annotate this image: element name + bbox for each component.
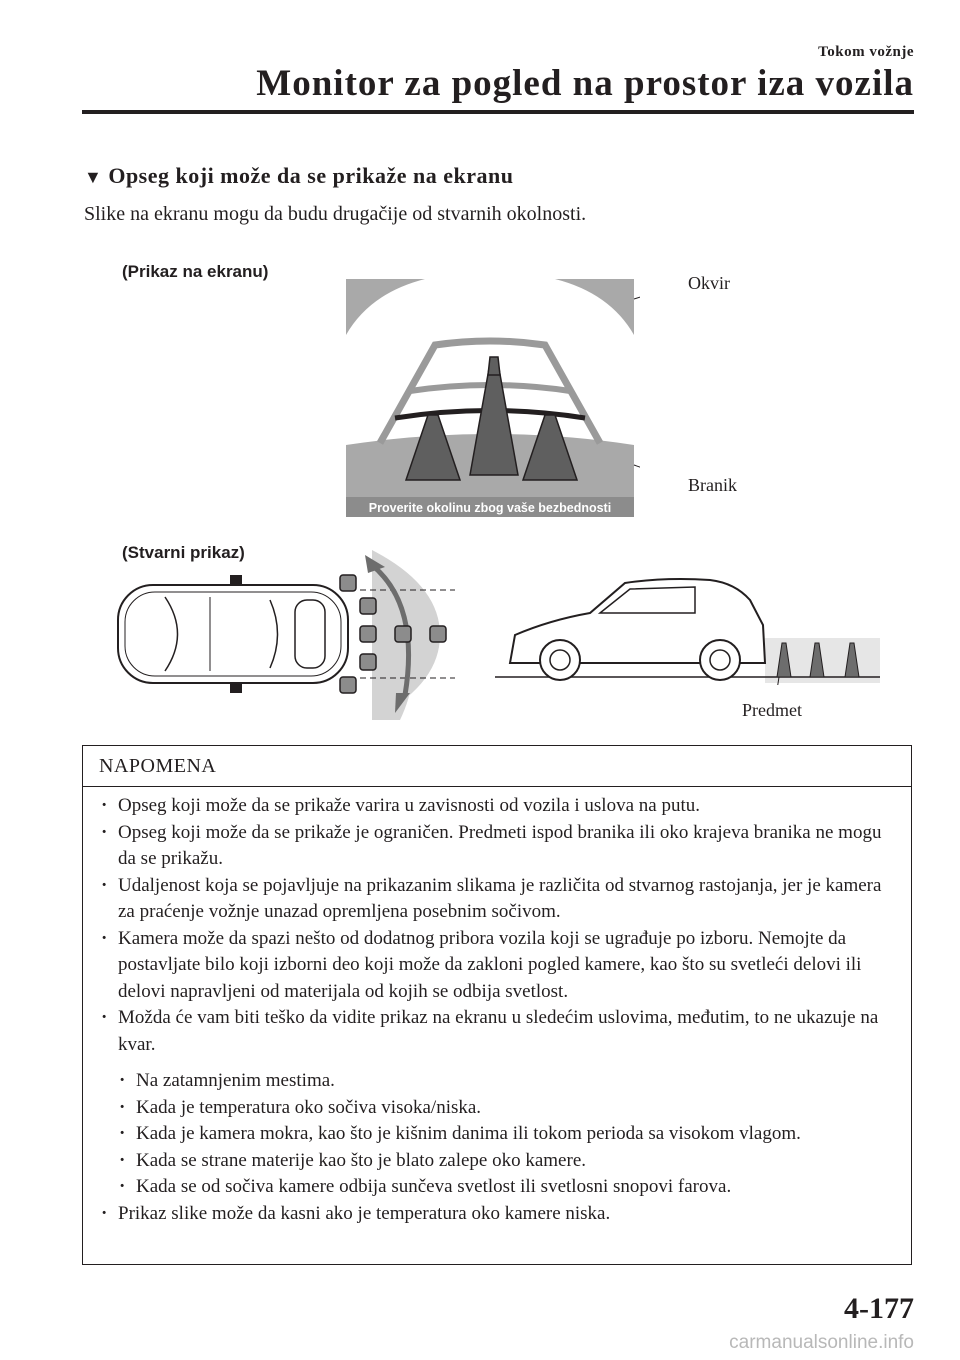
note-item: · Opseg koji može da se prikaže varira u zavisnosti od vozila i uslova na putu. xyxy=(101,793,897,820)
note-box xyxy=(82,745,912,1265)
screen-view-illustration xyxy=(340,275,640,520)
note-item: · Opseg koji može da se prikaže je ograničen. Predmeti ispod branika ili oko krajeva branika ne mogu da se prikažu. xyxy=(101,820,897,873)
page-title: Monitor za pogled na prostor iza vozila xyxy=(256,63,914,104)
subheading-text: Opseg koji može da se prikaže na ekranu xyxy=(108,163,514,188)
triangle-icon: ▼ xyxy=(84,167,103,187)
frame-callout: Okvir xyxy=(688,273,730,293)
top-view-car-illustration xyxy=(110,545,460,725)
note-item: · Možda će vam biti teško da vidite prikaz na ekranu u sledećim uslovima, međutim, to ne ukazuje na kvar. xyxy=(101,1005,897,1058)
note-heading: NAPOMENA xyxy=(83,746,911,787)
side-view-car-illustration xyxy=(495,575,880,685)
note-subitem: · Na zatamnjenim mestima. xyxy=(101,1068,897,1095)
screen-view-label: (Prikaz na ekranu) xyxy=(122,262,269,281)
note-subitem: · Kada se od sočiva kamere odbija sunčeva svetlost ili svetlosni snopovi farova. xyxy=(101,1174,897,1201)
note-body xyxy=(83,787,911,1227)
page-number: 4-177 xyxy=(844,1292,914,1325)
object-callout: Predmet xyxy=(742,700,802,720)
note-item: · Kamera može da spazi nešto od dodatnog pribora vozila koji se ugrađuje po izboru. Nemojte da postavljate bilo koji izborni deo koji može da zakloni pogled kamere, kao što su svetleći delovi ili delovi napravljeni od materijala od kojih se odbija svetlost. xyxy=(101,926,897,1006)
screen-caption: Proverite okolinu zbog vaše bezbednosti xyxy=(368,501,612,515)
watermark: carmanualsonline.info xyxy=(729,1332,914,1353)
note-subitem: · Kada je temperatura oko sočiva visoka/niska. xyxy=(101,1095,897,1122)
subheading xyxy=(84,163,513,189)
actual-view-label: (Stvarni prikaz) xyxy=(122,543,245,562)
note-item: · Udaljenost koja se pojavljuje na prikazanim slikama je različita od stvarnog rastojanja, jer je kamera za praćenje vožnje unazad opremljena posebnim sočivom. xyxy=(101,873,897,926)
note-subitem: · Kada se strane materije kao što je blato zalepe oko kamere. xyxy=(101,1148,897,1175)
note-item: · Prikaz slike može da kasni ako je temperatura oko kamere niska. xyxy=(101,1201,897,1228)
header-rule xyxy=(82,110,914,114)
intro-text: Slike na ekranu mogu da budu drugačije od stvarnih okolnosti. xyxy=(84,203,587,225)
section-header: Tokom vožnje xyxy=(818,44,914,60)
note-subitem: · Kada je kamera mokra, kao što je kišnim danima ili tokom perioda sa visokom vlagom. xyxy=(101,1121,897,1148)
bumper-callout: Branik xyxy=(688,475,737,495)
